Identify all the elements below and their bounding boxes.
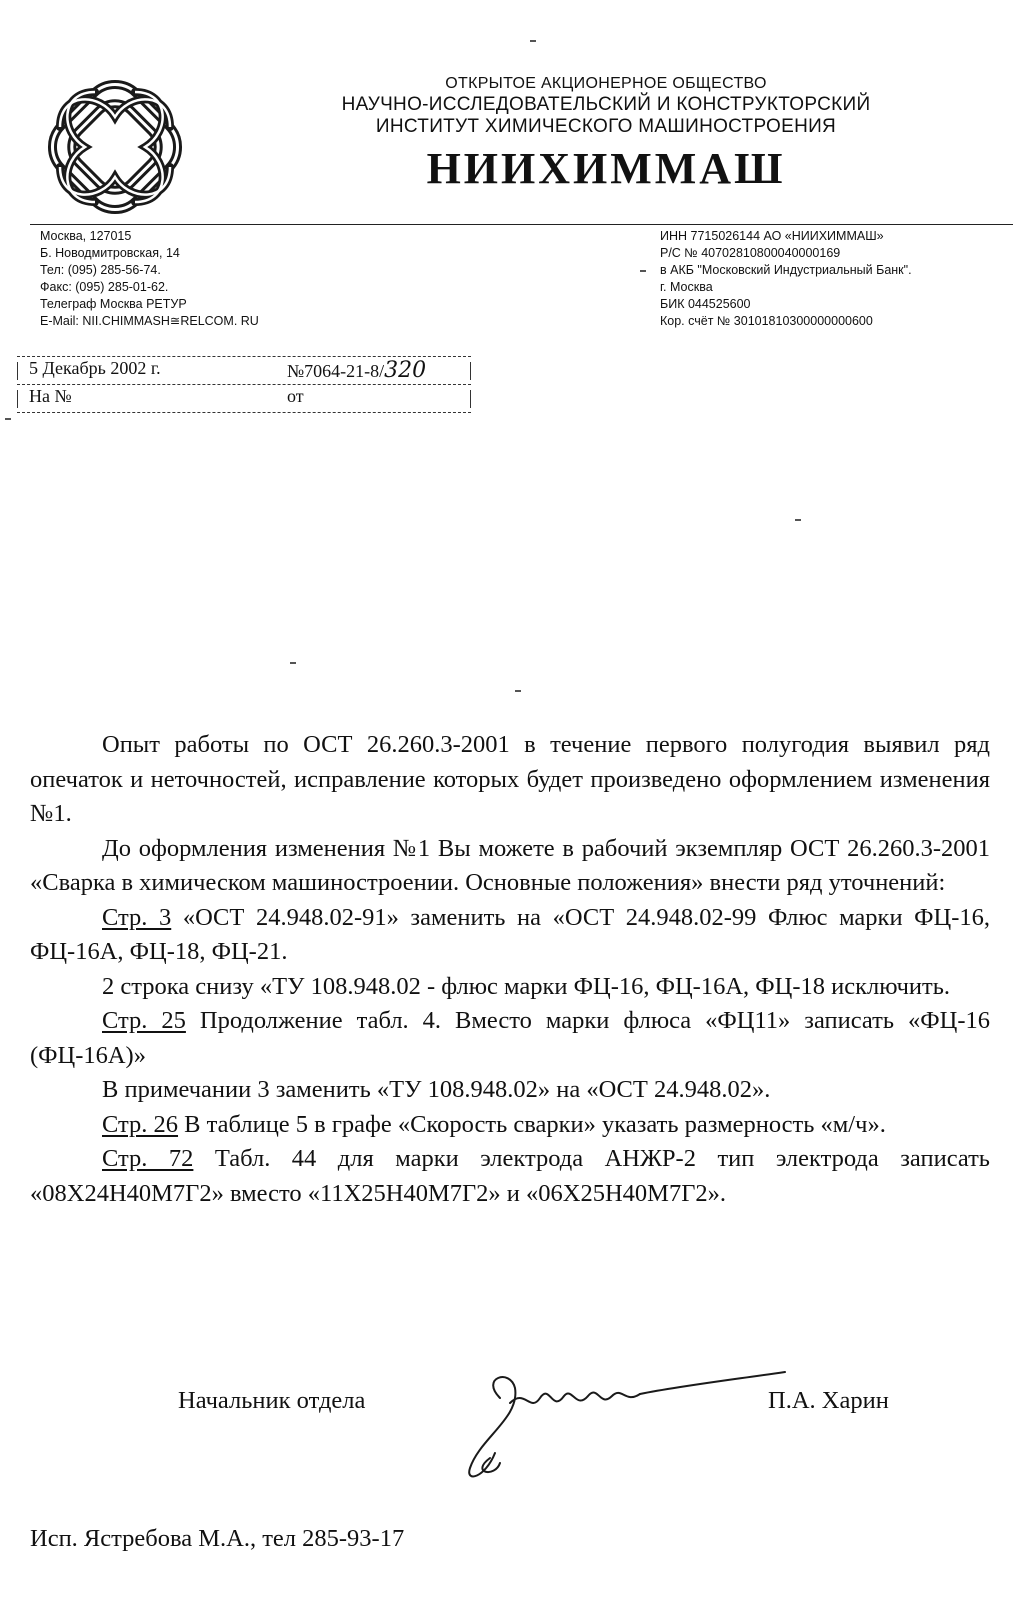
bank-line: г. Москва bbox=[660, 280, 713, 294]
signatory-name: П.А. Харин bbox=[768, 1387, 889, 1414]
letter-number bbox=[287, 358, 426, 383]
page-reference: Стр. 26 bbox=[102, 1110, 179, 1138]
letter-number-prefix: №7064-21-8/ bbox=[287, 361, 385, 381]
scan-speck bbox=[515, 690, 521, 692]
regbox-top-line bbox=[17, 356, 471, 357]
header-divider bbox=[30, 224, 1013, 225]
scan-speck bbox=[640, 270, 646, 272]
bank-line: БИК 044525600 bbox=[660, 297, 751, 311]
bank-line: в АКБ "Московский Индустриальный Банк". bbox=[660, 263, 912, 277]
paragraph-text: В таблице 5 в графе «Скорость сварки» указать размерность «м/ч». bbox=[178, 1110, 886, 1138]
company-logo-knot-icon bbox=[40, 72, 190, 222]
bank-line: ИНН 7715026144 АО «НИИХИММАШ» bbox=[660, 229, 884, 243]
bank-line: Р/С № 40702810800040000169 bbox=[660, 246, 841, 260]
page-reference: Стр. 25 bbox=[102, 1007, 186, 1034]
contact-line: Москва, 127015 bbox=[40, 229, 132, 243]
regbox-bracket bbox=[470, 390, 471, 408]
org-name-line2: ИНСТИТУТ ХИМИЧЕСКОГО МАШИНОСТРОЕНИЯ bbox=[375, 116, 837, 137]
paragraph bbox=[30, 1142, 990, 1211]
scan-speck bbox=[5, 418, 11, 420]
contacts-bank bbox=[660, 228, 980, 330]
scan-speck bbox=[290, 662, 296, 664]
org-name-line1: НАУЧНО-ИССЛЕДОВАТЕЛЬСКИЙ И КОНСТРУКТОРСКИЙ bbox=[341, 94, 871, 115]
scan-speck bbox=[530, 40, 536, 42]
regbox-bottom-line bbox=[17, 412, 471, 413]
contact-line: Телеграф Москва РЕТУР bbox=[40, 297, 187, 311]
from-label: от bbox=[287, 386, 304, 406]
letter-number-handwritten: 320 bbox=[384, 358, 427, 383]
paragraph-text: «ОСТ 24.948.02-91» заменить на «ОСТ 24.948.02-99 Флюс марки ФЦ-16, ФЦ-16А, ФЦ-18, ФЦ-21. bbox=[30, 903, 990, 965]
page-reference: Стр. 72 bbox=[102, 1145, 194, 1172]
paragraph-text: Табл. 44 для марки электрода АНЖР-2 тип электрода записать «08Х24Н40М7Г2» вместо «11Х25Н40М7Г2» и «06Х25Н40М7Г2». bbox=[30, 1145, 990, 1207]
handwritten-signature bbox=[440, 1358, 800, 1488]
regbox-mid-line bbox=[17, 384, 471, 385]
paragraph: 2 строка снизу «ТУ 108.948.02 - флюс марки ФЦ-16, ФЦ-16А, ФЦ-18 исключить. bbox=[102, 972, 951, 1000]
paragraph: В примечании 3 заменить «ТУ 108.948.02» на «ОСТ 24.948.02». bbox=[102, 1076, 771, 1103]
signatory-role: Начальник отдела bbox=[178, 1387, 366, 1414]
letter-date: 5 Декабрь 2002 г. bbox=[29, 358, 161, 378]
org-type: ОТКРЫТОЕ АКЦИОНЕРНОЕ ОБЩЕСТВО bbox=[445, 75, 767, 92]
regbox-bracket bbox=[470, 362, 471, 380]
scan-speck bbox=[795, 519, 801, 521]
letterhead bbox=[300, 74, 912, 194]
letter-body bbox=[30, 728, 990, 1211]
paragraph bbox=[30, 1004, 990, 1073]
paragraph bbox=[30, 901, 990, 970]
contact-line: Тел: (095) 285-56-74. bbox=[40, 263, 161, 277]
contact-line: Факс: (095) 285-01-62. bbox=[40, 280, 169, 294]
paragraph: Опыт работы по ОСТ 26.260.3-2001 в течение первого полугодия выявил ряд опечаток и неточностей, исправление которых будет произведено оформлением изменения №1. bbox=[30, 731, 990, 827]
paragraph: До оформления изменения №1 Вы можете в рабочий экземпляр ОСТ 26.260.3-2001 «Сварка в химическом машиностроении. Основные положения» внести ряд уточнений: bbox=[30, 834, 990, 896]
page-reference: Стр. 3 bbox=[102, 903, 172, 931]
contacts-address bbox=[40, 228, 360, 330]
registration-box bbox=[17, 356, 471, 412]
regbox-bracket bbox=[17, 390, 18, 408]
executor-line: Исп. Ястребова М.А., тел 285-93-17 bbox=[30, 1525, 405, 1552]
contact-line: E-Mail: NII.CHIMMASH≅RELCOM. RU bbox=[40, 314, 259, 328]
regbox-bracket bbox=[17, 362, 18, 380]
bank-line: Кор. счёт № 30101810300000000600 bbox=[660, 314, 873, 328]
paragraph bbox=[30, 1108, 990, 1143]
paragraph-text: Продолжение табл. 4. Вместо марки флюса «ФЦ11» записать «ФЦ-16 (ФЦ-16А)» bbox=[30, 1007, 991, 1069]
reply-label: На № bbox=[29, 386, 72, 406]
contact-line: Б. Новодмитровская, 14 bbox=[40, 246, 180, 260]
org-brand: НИИХИММАШ bbox=[426, 144, 786, 193]
